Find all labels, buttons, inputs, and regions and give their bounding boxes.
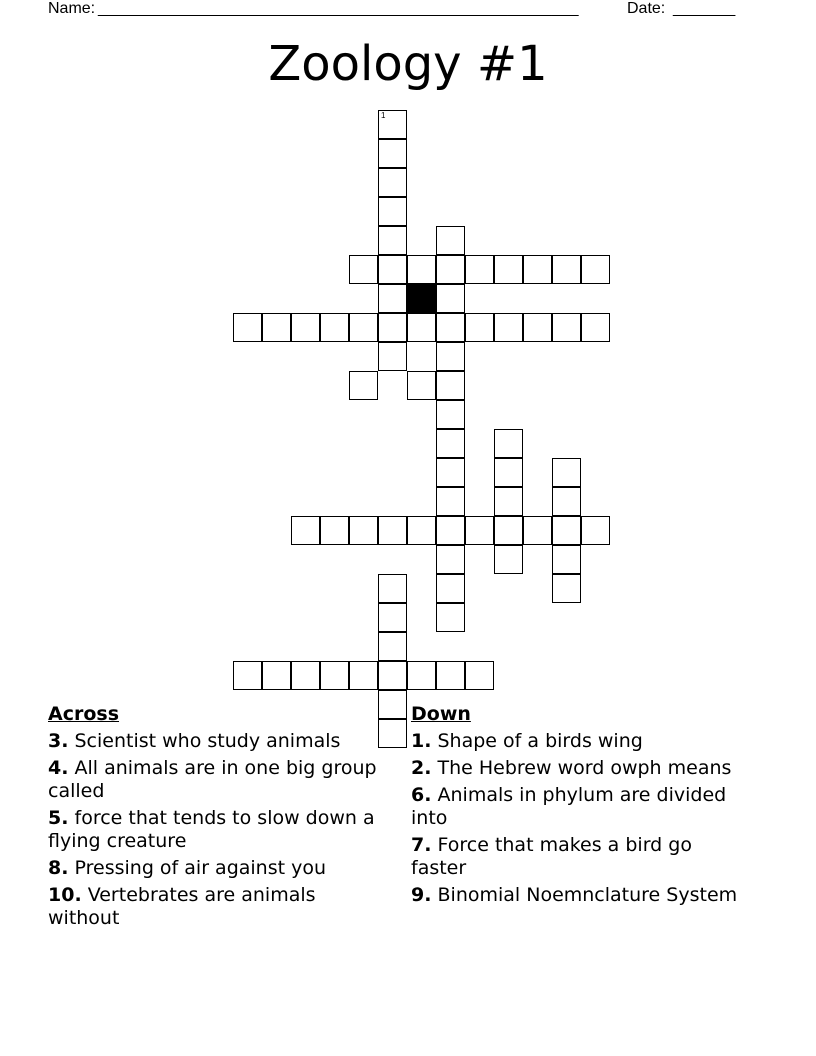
clue-text: Animals in phylum are divided into: [411, 784, 727, 829]
across-heading: Across: [48, 703, 120, 725]
down-clue: [411, 730, 741, 753]
grid-cell[interactable]: [494, 313, 523, 342]
puzzle-title: Zoology #1: [268, 36, 548, 92]
grid-cell[interactable]: [552, 545, 581, 574]
down-clue: [411, 757, 741, 780]
grid-cell[interactable]: [349, 516, 378, 545]
grid-cell[interactable]: [523, 255, 552, 284]
grid-cell[interactable]: [378, 226, 407, 255]
grid-cell[interactable]: [262, 313, 291, 342]
clue-number-label: 8.: [48, 857, 69, 879]
grid-cell[interactable]: [436, 487, 465, 516]
grid-cell[interactable]: [465, 661, 494, 690]
clue-text: Binomial Noemnclature System: [437, 884, 738, 906]
clue-text: force that tends to slow down a flying creature: [48, 807, 375, 852]
clue-number-label: 10.: [48, 884, 82, 906]
grid-cell[interactable]: [436, 284, 465, 313]
grid-cell[interactable]: [552, 458, 581, 487]
down-clue: [411, 884, 741, 907]
grid-cell[interactable]: [581, 255, 610, 284]
grid-cell[interactable]: [378, 255, 407, 284]
grid-cell[interactable]: [349, 313, 378, 342]
grid-cell[interactable]: [407, 255, 436, 284]
grid-cell[interactable]: [378, 168, 407, 197]
grid-cell[interactable]: [378, 139, 407, 168]
clue-number-label: 9.: [411, 884, 432, 906]
clue-number-label: 4.: [48, 757, 69, 779]
grid-cell[interactable]: [378, 313, 407, 342]
across-clue: [48, 857, 378, 880]
clue-text: Scientist who study animals: [74, 730, 341, 752]
clue-text: All animals are in one big group called: [48, 757, 377, 802]
grid-cell[interactable]: [465, 255, 494, 284]
grid-cell[interactable]: [378, 516, 407, 545]
grid-cell[interactable]: [494, 516, 523, 545]
grid-cell[interactable]: [581, 516, 610, 545]
grid-cell[interactable]: [262, 661, 291, 690]
clue-number-label: 3.: [48, 730, 69, 752]
grid-cell[interactable]: [378, 110, 407, 139]
down-clue: [411, 784, 741, 830]
grid-cell[interactable]: [378, 690, 407, 719]
clue-text: Vertebrates are animals without: [48, 884, 316, 929]
clue-text: The Hebrew word owph means: [437, 757, 732, 779]
grid-cell[interactable]: [436, 516, 465, 545]
grid-cell[interactable]: [378, 284, 407, 313]
grid-cell[interactable]: [436, 226, 465, 255]
grid-cell[interactable]: [407, 313, 436, 342]
grid-cell[interactable]: [378, 574, 407, 603]
name-label: Name:: [48, 0, 96, 17]
grid-cell[interactable]: [436, 429, 465, 458]
grid-cell[interactable]: [436, 342, 465, 371]
grid-cell[interactable]: [378, 719, 407, 748]
across-clue: [48, 757, 378, 803]
grid-cell[interactable]: [436, 255, 465, 284]
grid-cell[interactable]: [233, 661, 262, 690]
clue-number: 1: [381, 111, 386, 120]
down-clue: [411, 834, 741, 880]
grid-cell[interactable]: [581, 313, 610, 342]
black-cell: [407, 284, 436, 313]
grid-cell[interactable]: [465, 516, 494, 545]
clue-text: Shape of a birds wing: [437, 730, 643, 752]
grid-cell[interactable]: [378, 603, 407, 632]
clue-number-label: 2.: [411, 757, 432, 779]
clue-text: Pressing of air against you: [74, 857, 327, 879]
grid-cell[interactable]: [465, 313, 494, 342]
clue-text: Force that makes a bird go faster: [411, 834, 692, 879]
grid-cell[interactable]: [436, 545, 465, 574]
grid-cell[interactable]: [436, 574, 465, 603]
grid-cell[interactable]: [436, 313, 465, 342]
grid-cell[interactable]: [320, 516, 349, 545]
down-heading: Down: [411, 703, 471, 725]
clue-number-label: 1.: [411, 730, 432, 752]
clue-number-label: 6.: [411, 784, 432, 806]
date-label: Date:: [627, 0, 666, 17]
down-clues: [411, 703, 741, 911]
grid-cell[interactable]: [378, 661, 407, 690]
grid-cell[interactable]: [407, 371, 436, 400]
grid-cell[interactable]: [320, 661, 349, 690]
across-clue: [48, 730, 378, 753]
grid-cell[interactable]: [436, 458, 465, 487]
grid-cell[interactable]: [552, 516, 581, 545]
grid-cell[interactable]: [291, 661, 320, 690]
grid-cell[interactable]: [378, 342, 407, 371]
clue-number-label: 7.: [411, 834, 432, 856]
grid-cell[interactable]: [291, 313, 320, 342]
grid-cell[interactable]: [436, 661, 465, 690]
grid-cell[interactable]: [552, 255, 581, 284]
across-clue: [48, 884, 378, 930]
name-field-line[interactable]: ______________________________________________________: [98, 0, 579, 17]
grid-cell[interactable]: [523, 313, 552, 342]
grid-cell[interactable]: [523, 516, 552, 545]
grid-cell[interactable]: [494, 255, 523, 284]
grid-cell[interactable]: [436, 371, 465, 400]
grid-cell[interactable]: [378, 197, 407, 226]
grid-cell[interactable]: [494, 458, 523, 487]
grid-cell[interactable]: [233, 313, 262, 342]
grid-cell[interactable]: [349, 371, 378, 400]
clue-number-label: 5.: [48, 807, 69, 829]
grid-cell[interactable]: [320, 313, 349, 342]
grid-cell[interactable]: [552, 574, 581, 603]
grid-cell[interactable]: [378, 632, 407, 661]
grid-cell[interactable]: [436, 603, 465, 632]
grid-cell[interactable]: [552, 487, 581, 516]
date-field-line[interactable]: _______: [673, 0, 736, 17]
grid-cell[interactable]: [349, 255, 378, 284]
grid-cell[interactable]: [407, 661, 436, 690]
grid-cell[interactable]: [436, 400, 465, 429]
grid-cell[interactable]: [494, 545, 523, 574]
grid-cell[interactable]: [349, 661, 378, 690]
grid-cell[interactable]: [494, 487, 523, 516]
across-clues: [48, 703, 378, 934]
across-clue: [48, 807, 378, 853]
grid-cell[interactable]: [494, 429, 523, 458]
grid-cell[interactable]: [552, 313, 581, 342]
grid-cell[interactable]: [291, 516, 320, 545]
grid-cell[interactable]: [407, 516, 436, 545]
